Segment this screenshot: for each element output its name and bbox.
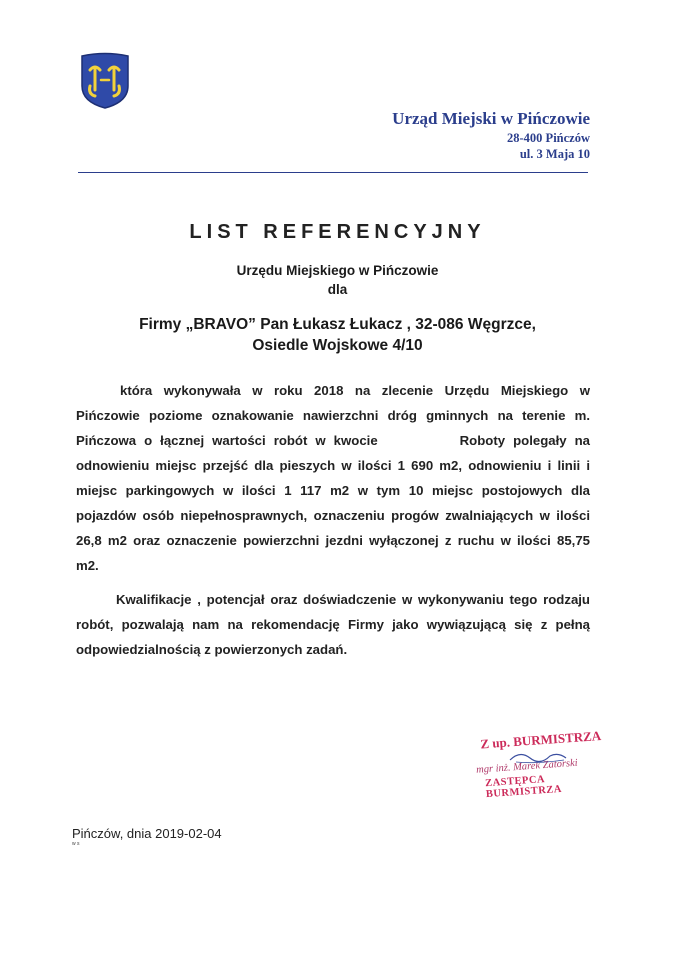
body-line: Pińczowie poziome oznakowanie nawierzchni dróg gminnych na terenie m.	[76, 408, 590, 423]
place-and-date: Pińczów, dnia 2019-02-04	[72, 826, 222, 841]
body-line: robót, pozwalają nam na rekomendację Firmy jako wywiązującą się z pełną	[76, 617, 590, 632]
stamp-signer-name: mgr inż. Marek Zatorski	[475, 757, 579, 776]
office-street: ul. 3 Maja 10	[519, 147, 590, 161]
body-line: miejsc parkingowych w ilości 1 117 m2 w tym 10 miejsc postojowych dla	[76, 483, 590, 498]
body-line: 26,8 m2 oraz oznaczenie powierzchni jezdni wyłączonej z ruchu w ilości 85,75	[76, 533, 590, 548]
stamp-authority: Z up. BURMISTRZA	[479, 728, 602, 752]
body-line: odpowiedzialnością z powierzonych zadań.	[76, 642, 348, 657]
stamp-signer-role: ZASTĘPCA BURMISTRZA	[484, 774, 563, 801]
body-line: która wykonywała w roku 2018 na zlecenie Urzędu Miejskiego w	[120, 383, 590, 398]
firm-line-1: Firmy „BRAVO” Pan Łukasz Łukacz , 32-086 Węgrzce,	[139, 316, 536, 333]
author-initials: w s	[72, 841, 80, 847]
city-coat-of-arms-icon	[78, 52, 132, 110]
body-line: pojazdów osób niepełnosprawnych, oznaczeniu progów zwalniających w ilości	[76, 508, 590, 523]
header-divider	[78, 172, 588, 173]
body-line: Kwalifikacje , potencjał oraz doświadczenie w wykonywaniu tego rodzaju	[116, 592, 590, 607]
body-line: odnowieniu miejsc przejść dla pieszych w ilości 1 690 m2, odnowieniu i linii i	[76, 458, 590, 473]
document-title: LIST REFERENCYJNY	[189, 221, 486, 243]
office-name: Urząd Miejski w Pińczowie	[392, 109, 590, 128]
body-line-left: Pińczowa o łącznej wartości robót w kwocie	[76, 433, 378, 448]
for-line: dla	[327, 282, 348, 297]
handwritten-signature-icon	[506, 746, 576, 766]
office-postal-code: 28-400 Pińczów	[507, 131, 590, 145]
issuer-line: Urzędu Miejskiego w Pińczowie	[236, 263, 439, 278]
office-header	[392, 108, 590, 162]
body-line: m2.	[76, 558, 99, 573]
firm-line-2: Osiedle Wojskowe 4/10	[252, 337, 423, 354]
body-line-right: Roboty polegały na	[459, 433, 590, 448]
body-line	[76, 433, 590, 448]
